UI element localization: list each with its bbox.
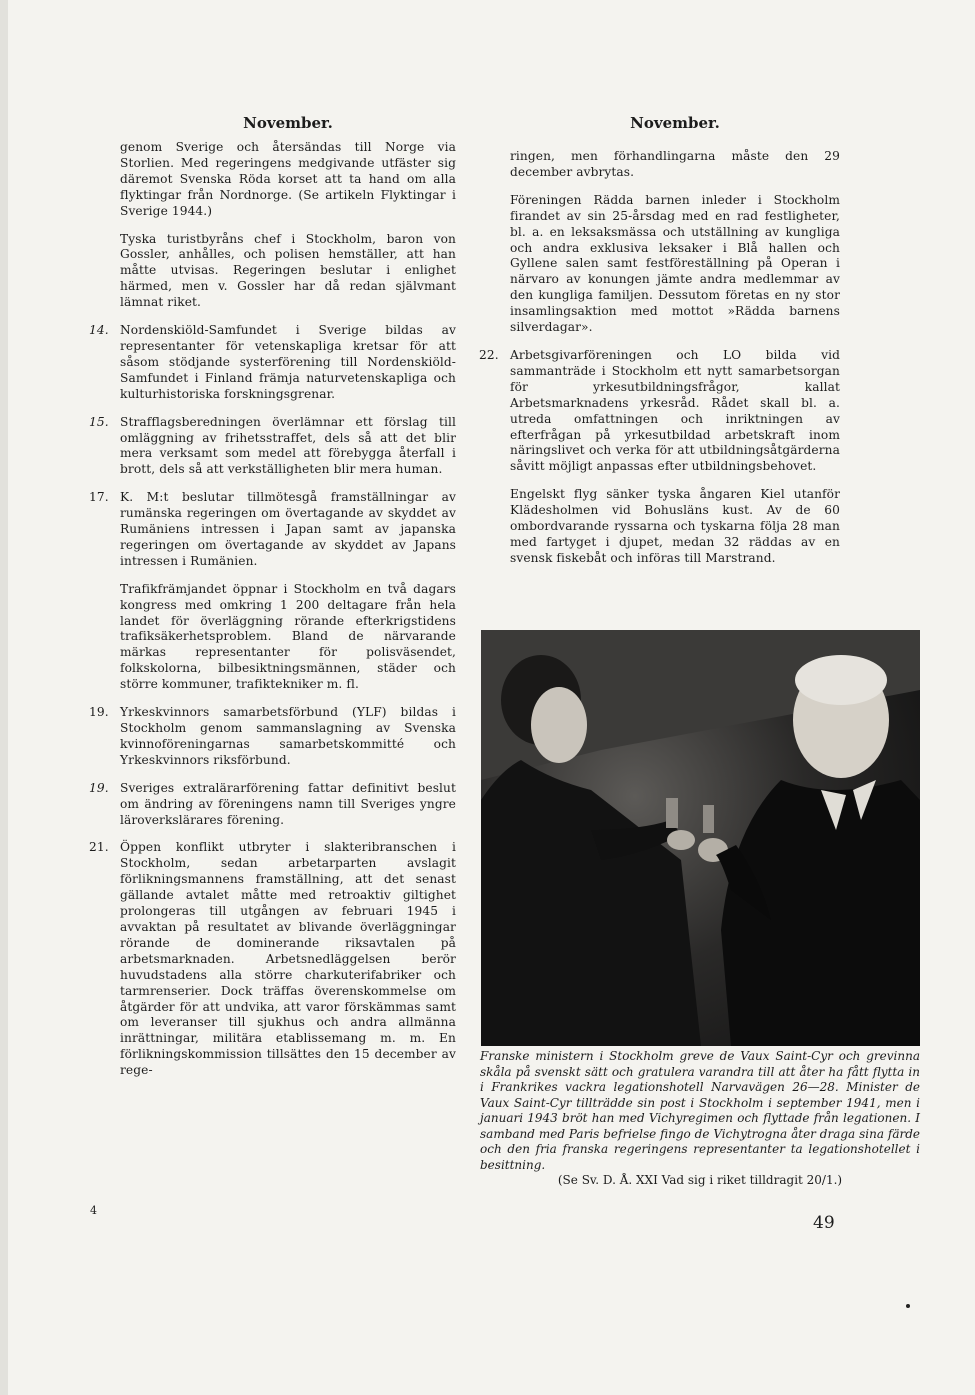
left-entry <box>120 232 456 312</box>
right-entry <box>479 347 840 475</box>
entry-text: Trafikfrämjandet öppnar i Stockholm en två dagars kongress med omkring 1 200 deltagare från hela landet för överläggning rörande efterkrigstidens trafiksäkerhetsproblem. Bland de närvarande märkas representanter för polisväsendet, folkskolorna, bilbesiktningsmännen, städer och större kommuner, trafiktekniker m. fl. <box>120 581 456 692</box>
left-page-number: 4 <box>90 1204 97 1217</box>
left-entry <box>120 140 456 220</box>
left-entry <box>89 780 456 829</box>
entry-text: Öppen konflikt utbryter i slakteribranschen i Stockholm, sedan arbetarparten avslagit förlikningsmannens framställning, att det senast gällande avtalet måtte med retroaktiv giltighet prolongeras till utgången av februari 1945 i avvaktan på resultatet av blivande överläggningar rörande de dominerande riksavtalen på arbetsmarknaden. Arbetsnedläggelsen berör huvudstadens alla större charkuterifabriker och tarmrenserier. Dock träffas överenskommelse om åtgärder för att undvika, att varor förskämmas samt om leveranser till sjukhus och andra allmänna inrättningar, militära etablissemang m. m. En förlikningskommission tillsättes den 15 december av rege- <box>120 840 456 1078</box>
page-edge <box>0 0 8 1395</box>
photograph-illustration <box>481 630 920 1046</box>
entry-text: Nordenskiöld-Samfundet i Sverige bildas av representanter för vetenskapliga kretsar för att såsom stödjande systerförening till Nordenskiöld-Samfundet i Finland främja naturvetenskapliga och kulturhistoriska forskningsgrenar. <box>120 323 456 401</box>
left-entry <box>89 840 456 1079</box>
entry-text: K. M:t beslutar tillmötesgå framställningar av rumänska regeringen om övertagande av skyddet av Rumäniens intressen i Japan samt av japanska regeringen om övertagande av skyddet av Japans intressen i Rumänien. <box>120 490 456 568</box>
entry-text: Föreningen Rädda barnen inleder i Stockholm firandet av sin 25-årsdag med en rad festligheter, bl. a. en leksaksmässa och utställning av kungliga och andra exklusiva leksaker i Blå hallen och Gyllene salen samt festföreställning på Operan i närvaro av konungen jämte andra medlemmar av den kungliga familjen. Dessutom företas en ny stor insamlingsaktion med mottot »Rädda barnens silverdagar». <box>510 192 840 335</box>
photograph <box>481 630 920 1046</box>
caption-text: Franske ministern i Stockholm greve de Vaux Saint-Cyr och grevinna skåla på svenskt sätt och gratulera varandra till att åter ha fått flytta in i Frankrikes vackra legationshotell Narvavägen 26—28. Minister de Vaux Saint-Cyr tillträdde sin post i Stockholm i september 1941, men i januari 1943 bröt han med Vichyregimen och flyttade från legationen. I samband med Paris befrielse fingo de Vichytrogna åter draga sina färde och den fria franska regeringens representanter ta legationshotellet i besittning. <box>480 1049 920 1172</box>
left-entry <box>89 490 456 570</box>
left-column <box>89 114 456 1091</box>
entry-date: 21. <box>89 840 109 855</box>
right-entry <box>510 193 840 336</box>
entry-date: 17. <box>89 490 109 505</box>
left-entry <box>120 582 456 693</box>
entry-text: Engelskt flyg sänker tyska ångaren Kiel utanför Klädesholmen vid Bohusläns kust. Av de 60 ombordvarande ryssarna och tyskarna följa 28 man med fartyget i djupet, medan 32 räddas av en svensk fiskebåt och införas till Marstrand. <box>510 487 840 565</box>
entry-date: 22. <box>479 347 499 362</box>
right-page-number: 49 <box>813 1213 835 1233</box>
photo-caption <box>480 1049 920 1189</box>
entry-date: 19. <box>89 705 109 720</box>
entry-date: 15. <box>89 414 109 429</box>
entry-date: 14. <box>89 323 109 338</box>
right-entry <box>510 149 840 181</box>
right-column <box>479 114 840 579</box>
left-month-header: November. <box>243 114 333 132</box>
entry-text: Strafflagsberedningen överlämnar ett förslag till omläggning av frihetsstraffet, dels så att det blir mera verksamt som medel att förebygga återfall i brott, dels så att verkställigheten blir mera human. <box>120 414 456 477</box>
ink-dot <box>906 1304 910 1308</box>
entry-text: Tyska turistbyråns chef i Stockholm, baron von Gossler, anhålles, och polisen hemställer, att han måtte utvisas. Regeringen beslutar i enlighet härmed, men v. Gossler har då redan självmant lämnat riket. <box>120 231 456 310</box>
right-month-header: November. <box>630 114 720 132</box>
entry-text: ringen, men förhandlingarna måste den 29 december avbrytas. <box>510 149 840 179</box>
entry-date: 19. <box>89 780 109 795</box>
entry-text: Sveriges extralärarförening fattar definitivt beslut om ändring av föreningens namn till Sveriges yngre läroverkslärares förening. <box>120 780 456 827</box>
right-entry <box>510 487 840 567</box>
left-entry <box>89 323 456 403</box>
caption-source: (Se Sv. D. Å. XXI Vad sig i riket tilldragit 20/1.) <box>557 1173 843 1187</box>
entry-text: genom Sverige och återsändas till Norge via Storlien. Med regeringens medgivande utfäster sig däremot Svenska Röda korset att ta hand om alla flyktingar från Nordnorge. (Se artikeln Flyktingar i Sverige 1944.) <box>120 140 456 218</box>
left-entry <box>89 414 456 479</box>
left-entry <box>89 705 456 769</box>
entry-text: Yrkeskvinnors samarbetsförbund (YLF) bildas i Stockholm genom sammanslagning av Svenska kvinnoföreningarnas samarbetskommitté och Yrkeskvinnors riksförbund. <box>120 705 456 767</box>
entry-text: Arbetsgivarföreningen och LO bilda vid sammanträde i Stockholm ett nytt samarbetsorgan för yrkesutbildningsfrågor, kallat Arbetsmarknadens yrkesråd. Rådet skall bl. a. utreda omfattningen och inriktningen av efterfrågan på yrkesutbildad arbetskraft inom näringslivet och verka för att utbildningsåtgärderna såvitt möjligt anpassas efter utbildningsbehovet. <box>510 347 840 474</box>
